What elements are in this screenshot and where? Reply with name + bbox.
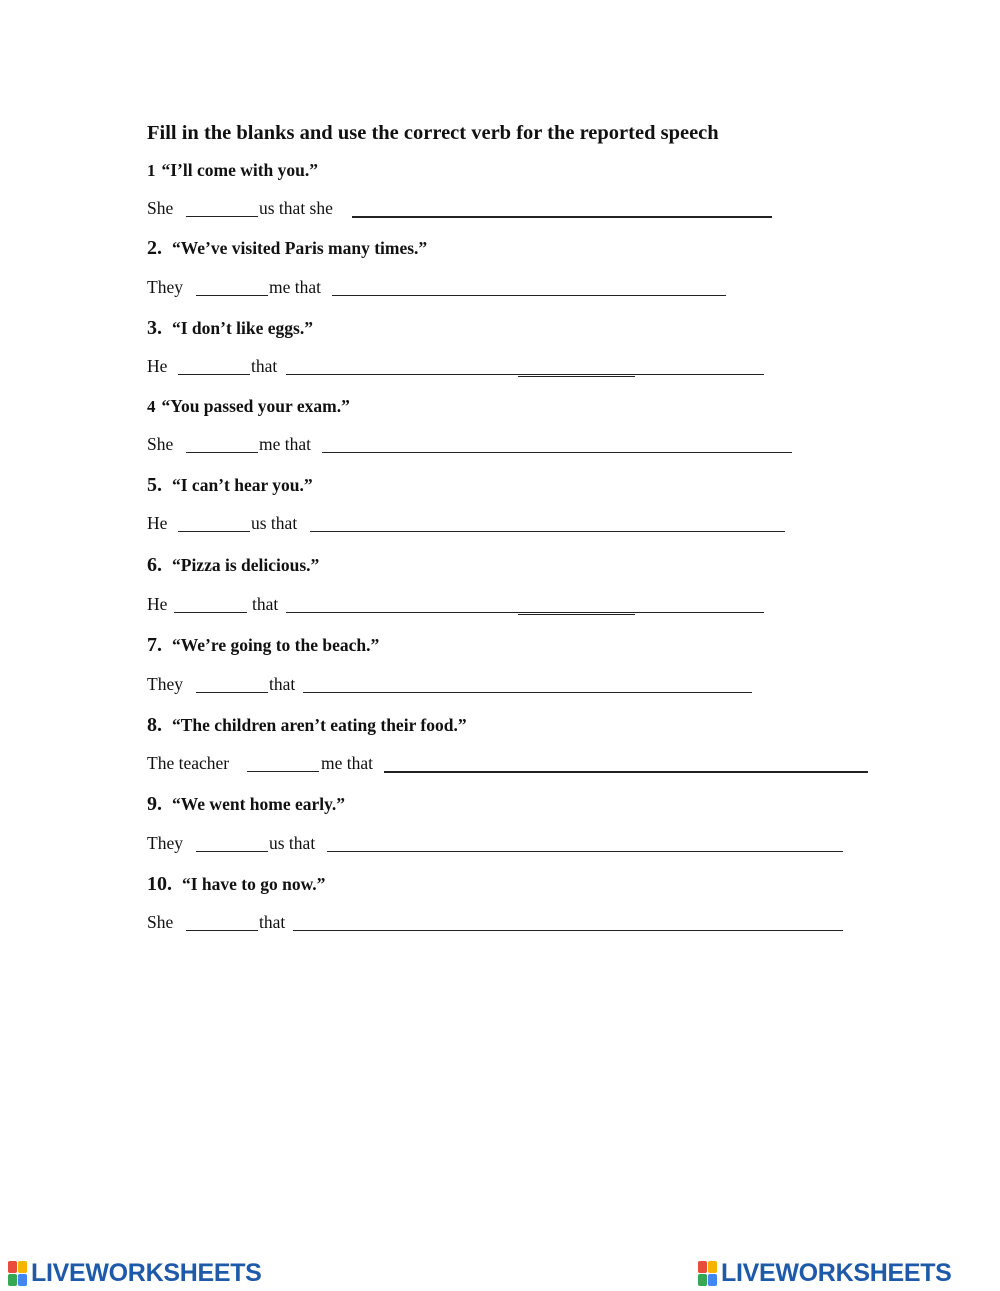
verb-blank[interactable] <box>196 851 268 852</box>
liveworksheets-mark-icon <box>8 1260 28 1286</box>
reported-speech-blank[interactable] <box>352 216 772 218</box>
question-quote: “We’re going to the beach.” <box>172 635 380 655</box>
question-3 <box>147 317 313 340</box>
verb-blank[interactable] <box>186 930 258 931</box>
answer-subject: The teacher <box>147 753 230 773</box>
liveworksheets-logo-left <box>8 1258 262 1288</box>
question-quote: “I can’t hear you.” <box>172 475 313 495</box>
answer-object: me that <box>269 277 321 297</box>
question-quote: “I have to go now.” <box>182 874 326 894</box>
question-number: 9. <box>147 793 162 815</box>
verb-blank[interactable] <box>186 216 258 217</box>
question-quote: “We went home early.” <box>172 794 346 814</box>
verb-blank[interactable] <box>174 612 247 613</box>
question-number: 4 <box>147 397 156 416</box>
answer-subject: He <box>147 356 168 376</box>
question-quote: “The children aren’t eating their food.” <box>172 715 467 735</box>
verb-blank[interactable] <box>178 531 250 532</box>
answer-object: me that <box>321 753 373 773</box>
question-quote: “I’ll come with you.” <box>161 160 319 180</box>
answer-subject: They <box>147 277 183 297</box>
brand-name: LIVEWORKSHEETS <box>721 1258 952 1287</box>
question-number: 6. <box>147 554 162 576</box>
answer-line-9 <box>147 833 857 857</box>
question-quote: “I don’t like eggs.” <box>172 318 313 338</box>
answer-line-2 <box>147 277 747 301</box>
answer-subject: She <box>147 912 174 932</box>
reported-speech-blank[interactable] <box>293 930 843 931</box>
verb-blank[interactable] <box>186 452 258 453</box>
answer-object: us that <box>251 513 298 533</box>
question-quote: “Pizza is delicious.” <box>172 555 320 575</box>
question-9 <box>147 793 345 816</box>
question-number: 2. <box>147 237 162 259</box>
question-7 <box>147 634 379 657</box>
answer-object: me that <box>259 434 311 454</box>
answer-line-5 <box>147 513 797 537</box>
answer-subject: He <box>147 513 168 533</box>
answer-line-8 <box>147 753 877 777</box>
answer-line-4 <box>147 434 807 458</box>
reported-speech-blank[interactable] <box>322 452 792 453</box>
question-4 <box>147 396 350 417</box>
question-quote: “You passed your exam.” <box>161 396 350 416</box>
answer-line-3 <box>147 356 777 380</box>
question-number: 5. <box>147 474 162 496</box>
answer-line-7 <box>147 674 767 698</box>
underline-segment <box>518 614 635 615</box>
reported-speech-blank[interactable] <box>327 851 843 852</box>
verb-blank[interactable] <box>196 295 268 296</box>
question-quote: “We’ve visited Paris many times.” <box>172 238 428 258</box>
answer-object: us that she <box>259 198 333 218</box>
brand-name: LIVEWORKSHEETS <box>31 1258 262 1287</box>
question-5 <box>147 474 313 497</box>
question-number: 3. <box>147 317 162 339</box>
verb-blank[interactable] <box>247 771 319 772</box>
answer-subject: They <box>147 674 183 694</box>
page-title: Fill in the blanks and use the correct verb for the reported speech <box>147 122 719 144</box>
answer-object: that <box>269 674 296 694</box>
answer-line-10 <box>147 912 857 936</box>
liveworksheets-logo-right <box>698 1258 952 1288</box>
answer-object: us that <box>269 833 316 853</box>
question-2 <box>147 237 427 260</box>
question-number: 7. <box>147 634 162 656</box>
reported-speech-blank[interactable] <box>286 612 764 613</box>
reported-speech-blank[interactable] <box>310 531 785 532</box>
answer-subject: She <box>147 434 174 454</box>
question-number: 8. <box>147 714 162 736</box>
reported-speech-blank[interactable] <box>286 374 764 375</box>
verb-blank[interactable] <box>196 692 268 693</box>
answer-line-6 <box>147 594 777 618</box>
question-number: 1 <box>147 161 156 180</box>
question-8 <box>147 714 467 737</box>
answer-object: that <box>251 356 278 376</box>
reported-speech-blank[interactable] <box>303 692 752 693</box>
liveworksheets-mark-icon <box>698 1260 718 1286</box>
question-number: 10. <box>147 873 172 895</box>
reported-speech-blank[interactable] <box>384 771 868 773</box>
answer-subject: They <box>147 833 183 853</box>
verb-blank[interactable] <box>178 374 250 375</box>
answer-line-1 <box>147 198 787 222</box>
underline-segment <box>518 376 635 377</box>
answer-subject: He <box>147 594 168 614</box>
question-1 <box>147 160 318 181</box>
question-10 <box>147 873 325 896</box>
answer-subject: She <box>147 198 174 218</box>
question-6 <box>147 554 319 577</box>
answer-object: that <box>259 912 286 932</box>
reported-speech-blank[interactable] <box>332 295 726 296</box>
answer-object: that <box>252 594 279 614</box>
